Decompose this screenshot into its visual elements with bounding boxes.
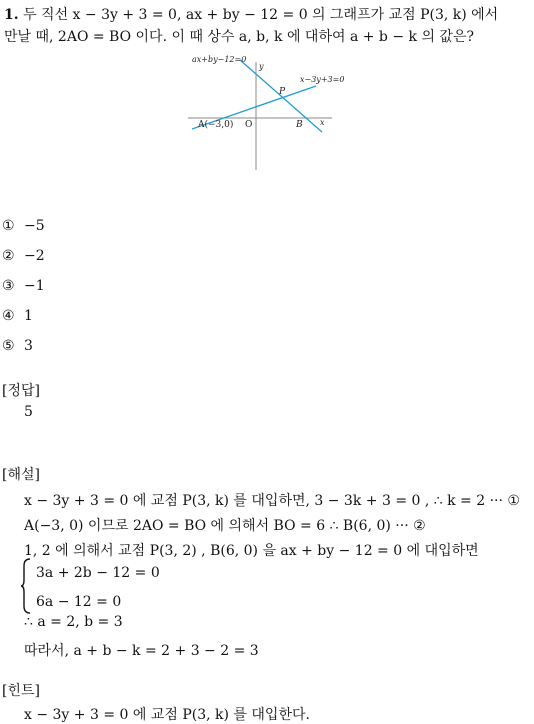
system-equation-2: 6a − 12 = 0	[36, 594, 122, 610]
solution-heading: [해설]	[2, 467, 40, 483]
system-equation-1: 3a + 2b − 12 = 0	[36, 565, 160, 581]
choice-5-mark: ⑤	[2, 338, 15, 354]
label-point-b: B	[296, 120, 303, 130]
choice-3-text: −1	[24, 278, 45, 294]
choice-5[interactable]	[2, 338, 33, 354]
choice-4-text: 1	[24, 308, 33, 324]
question-number: 1.	[4, 7, 19, 23]
hint-heading: [힌트]	[2, 683, 40, 699]
solution-line-1: x − 3y + 3 = 0 에 교점 P(3, k) 를 대입하면, 3 − 3k + 3 = 0 , ∴ k = 2 ··· ①	[24, 493, 520, 509]
choice-3-mark: ③	[2, 278, 15, 294]
label-point-p: P	[279, 87, 286, 97]
system-brace	[20, 558, 32, 614]
choice-2-mark: ②	[2, 248, 15, 264]
choice-1-mark: ①	[2, 218, 15, 234]
choice-5-text: 3	[24, 338, 33, 354]
choice-2[interactable]	[2, 248, 45, 264]
choice-3[interactable]	[2, 278, 45, 294]
solution-line-5: 따라서, a + b − k = 2 + 3 − 2 = 3	[24, 643, 259, 659]
question-line-1	[4, 4, 498, 24]
answer-value: 5	[24, 404, 33, 420]
label-line-2: ax+by−12=0	[192, 55, 247, 64]
solution-line-4: ∴ a = 2, b = 3	[24, 614, 123, 630]
choice-4-mark: ④	[2, 308, 15, 324]
choice-4[interactable]	[2, 308, 33, 324]
question-line-2: 만날 때, 2AO = BO 이다. 이 때 상수 a, b, k 에 대하여 a + b − k 의 값은?	[4, 29, 474, 45]
question-text-1: 두 직선 x − 3y + 3 = 0, ax + by − 12 = 0 의 그래프가 교점 P(3, k) 에서	[23, 7, 499, 23]
solution-line-2: A(−3, 0) 이므로 2AO = BO 에 의해서 BO = 6 ∴ B(6, 0) ··· ②	[24, 518, 426, 534]
label-point-a: A(−3,0)	[198, 120, 234, 130]
answer-heading: [정답]	[2, 383, 40, 399]
label-line-1: x−3y+3=0	[300, 75, 345, 84]
label-y-axis: y	[259, 62, 264, 71]
solution-line-3: 1, 2 에 의해서 교점 P(3, 2) , B(6, 0) 을 ax + by − 12 = 0 에 대입하면	[24, 543, 479, 559]
choice-1[interactable]	[2, 218, 45, 234]
choice-2-text: −2	[24, 248, 45, 264]
label-origin: O	[245, 120, 253, 130]
choice-1-text: −5	[24, 218, 45, 234]
coordinate-graph	[184, 52, 345, 172]
hint-text: x − 3y + 3 = 0 에 교점 P(3, k) 를 대입한다.	[24, 707, 310, 723]
label-x-axis: x	[320, 118, 325, 127]
